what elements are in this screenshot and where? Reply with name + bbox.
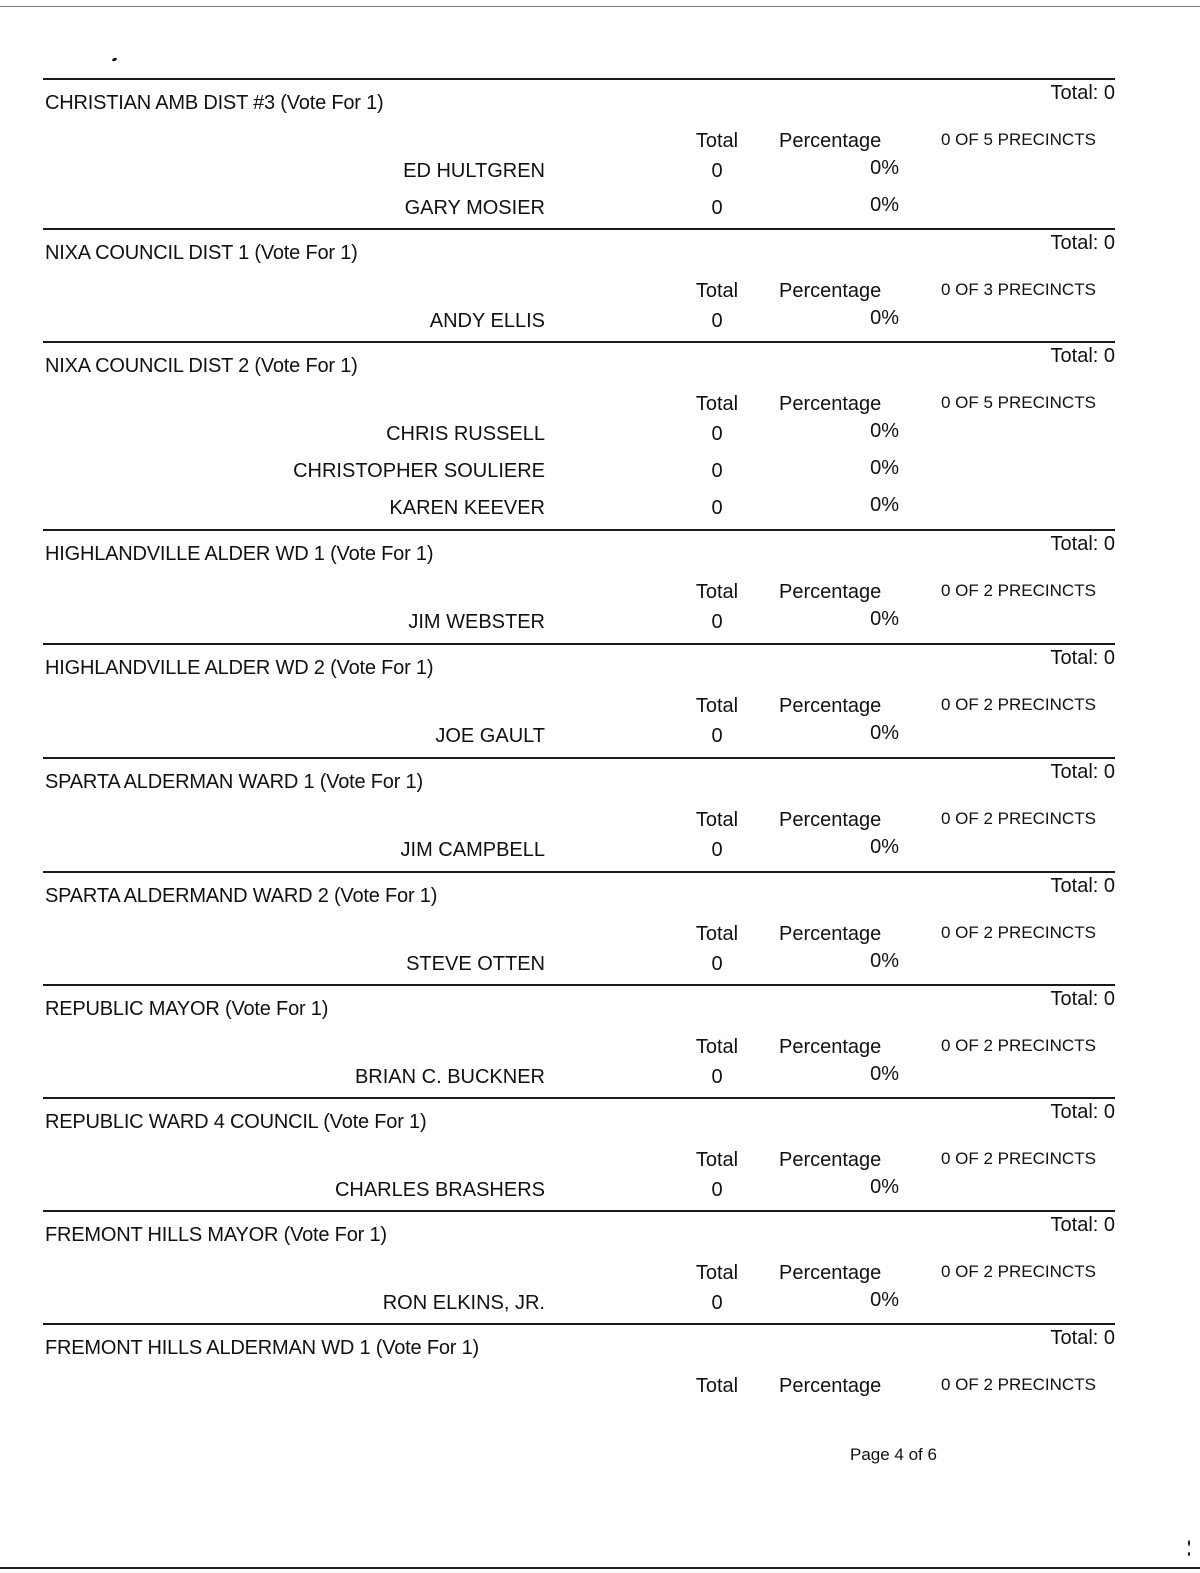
race-total: Total: 0 <box>1050 875 1115 897</box>
candidate-name: JOE GAULT <box>435 725 545 747</box>
candidate-row <box>43 457 1115 488</box>
candidate-percentage: 0% <box>870 494 899 516</box>
race-block <box>43 871 1115 983</box>
precincts-reporting: 0 OF 2 PRECINCTS <box>941 1262 1096 1281</box>
candidate-name: JIM CAMPBELL <box>400 839 545 861</box>
candidate-row <box>43 722 1115 753</box>
race-title: NIXA COUNCIL DIST 2 (Vote For 1) <box>45 355 358 377</box>
candidate-votes: 0 <box>711 197 723 219</box>
race-title: FREMONT HILLS MAYOR (Vote For 1) <box>45 1224 387 1246</box>
scan-speck <box>1188 1540 1190 1546</box>
race-total: Total: 0 <box>1050 82 1115 104</box>
page-number: Page 4 of 6 <box>850 1445 937 1464</box>
total-column-header: Total <box>695 1375 739 1397</box>
total-column-header: Total <box>695 130 739 152</box>
race-title: REPUBLIC MAYOR (Vote For 1) <box>45 998 329 1020</box>
percentage-column-header: Percentage <box>779 280 882 302</box>
candidate-votes: 0 <box>711 497 723 519</box>
total-column-header: Total <box>695 1149 739 1171</box>
race-title: HIGHLANDVILLE ALDER WD 1 (Vote For 1) <box>45 543 434 565</box>
precincts-reporting: 0 OF 3 PRECINCTS <box>941 280 1096 299</box>
candidate-name: JIM WEBSTER <box>408 611 545 633</box>
percentage-column-header: Percentage <box>779 581 882 603</box>
candidate-row <box>43 1176 1115 1207</box>
candidate-votes: 0 <box>711 1292 723 1314</box>
candidate-percentage: 0% <box>870 157 899 179</box>
precincts-reporting: 0 OF 2 PRECINCTS <box>941 923 1096 942</box>
race-title: NIXA COUNCIL DIST 1 (Vote For 1) <box>45 242 358 264</box>
race-total: Total: 0 <box>1050 988 1115 1010</box>
race-block <box>43 984 1115 1096</box>
total-column-header: Total <box>695 280 739 302</box>
race-total: Total: 0 <box>1050 1214 1115 1236</box>
precincts-reporting: 0 OF 2 PRECINCTS <box>941 809 1096 828</box>
candidate-votes: 0 <box>711 160 723 182</box>
candidate-votes: 0 <box>711 611 723 633</box>
candidate-row <box>43 494 1115 525</box>
race-total: Total: 0 <box>1050 647 1115 669</box>
scan-bottom-edge <box>0 1567 1200 1573</box>
race-total: Total: 0 <box>1050 761 1115 783</box>
candidate-votes: 0 <box>711 953 723 975</box>
candidate-row <box>43 194 1115 225</box>
candidate-row <box>43 157 1115 188</box>
total-column-header: Total <box>695 695 739 717</box>
candidate-percentage: 0% <box>870 950 899 972</box>
race-total: Total: 0 <box>1050 533 1115 555</box>
race-block <box>43 1210 1115 1322</box>
candidate-row <box>43 307 1115 338</box>
race-total: Total: 0 <box>1050 1101 1115 1123</box>
total-column-header: Total <box>695 809 739 831</box>
candidate-percentage: 0% <box>870 722 899 744</box>
scan-speck <box>1188 1552 1190 1556</box>
race-block <box>43 643 1115 755</box>
candidate-name: ANDY ELLIS <box>429 310 545 332</box>
percentage-column-header: Percentage <box>779 130 882 152</box>
race-block <box>43 341 1115 519</box>
precincts-reporting: 0 OF 5 PRECINCTS <box>941 393 1096 412</box>
candidate-votes: 0 <box>711 1179 723 1201</box>
precincts-reporting: 0 OF 2 PRECINCTS <box>941 1375 1096 1394</box>
percentage-column-header: Percentage <box>779 809 882 831</box>
candidate-percentage: 0% <box>870 457 899 479</box>
candidate-percentage: 0% <box>870 1176 899 1198</box>
race-total: Total: 0 <box>1050 1327 1115 1349</box>
percentage-column-header: Percentage <box>779 1036 882 1058</box>
candidate-votes: 0 <box>711 1066 723 1088</box>
candidate-name: RON ELKINS, JR. <box>382 1292 545 1314</box>
candidate-percentage: 0% <box>870 420 899 442</box>
percentage-column-header: Percentage <box>779 393 882 415</box>
candidate-name: BRIAN C. BUCKNER <box>354 1066 545 1088</box>
precincts-reporting: 0 OF 5 PRECINCTS <box>941 130 1096 149</box>
race-block <box>43 228 1115 340</box>
candidate-name: GARY MOSIER <box>404 197 545 219</box>
scan-speck <box>112 57 118 62</box>
total-column-header: Total <box>695 1262 739 1284</box>
total-column-header: Total <box>695 393 739 415</box>
candidate-name: KAREN KEEVER <box>389 497 545 519</box>
race-total: Total: 0 <box>1050 232 1115 254</box>
candidate-name: ED HULTGREN <box>403 160 545 182</box>
candidate-votes: 0 <box>711 460 723 482</box>
candidate-name: CHRIS RUSSELL <box>386 423 545 445</box>
candidate-votes: 0 <box>711 423 723 445</box>
race-title: HIGHLANDVILLE ALDER WD 2 (Vote For 1) <box>45 657 434 679</box>
candidate-row <box>43 950 1115 981</box>
precincts-reporting: 0 OF 2 PRECINCTS <box>941 1149 1096 1168</box>
candidate-votes: 0 <box>711 310 723 332</box>
race-title: SPARTA ALDERMAN WARD 1 (Vote For 1) <box>45 771 423 793</box>
total-column-header: Total <box>695 581 739 603</box>
percentage-column-header: Percentage <box>779 1149 882 1171</box>
race-title: SPARTA ALDERMAND WARD 2 (Vote For 1) <box>45 885 438 907</box>
candidate-row <box>43 1063 1115 1094</box>
scan-top-edge <box>0 0 1200 7</box>
race-title: CHRISTIAN AMB DIST #3 (Vote For 1) <box>45 92 384 114</box>
race-title: REPUBLIC WARD 4 COUNCIL (Vote For 1) <box>45 1111 427 1133</box>
candidate-votes: 0 <box>711 725 723 747</box>
race-title: FREMONT HILLS ALDERMAN WD 1 (Vote For 1) <box>45 1337 479 1359</box>
candidate-percentage: 0% <box>870 608 899 630</box>
precincts-reporting: 0 OF 2 PRECINCTS <box>941 1036 1096 1055</box>
candidate-name: CHRISTOPHER SOULIERE <box>293 460 545 482</box>
candidate-row <box>43 420 1115 451</box>
precincts-reporting: 0 OF 2 PRECINCTS <box>941 581 1096 600</box>
total-column-header: Total <box>695 1036 739 1058</box>
candidate-row <box>43 836 1115 867</box>
candidate-percentage: 0% <box>870 836 899 858</box>
race-block <box>43 757 1115 869</box>
candidate-name: CHARLES BRASHERS <box>334 1179 545 1201</box>
candidate-percentage: 0% <box>870 1063 899 1085</box>
race-block <box>43 1097 1115 1209</box>
percentage-column-header: Percentage <box>779 695 882 717</box>
candidate-row <box>43 1289 1115 1320</box>
precincts-reporting: 0 OF 2 PRECINCTS <box>941 695 1096 714</box>
candidate-name: STEVE OTTEN <box>406 953 545 975</box>
percentage-column-header: Percentage <box>779 1262 882 1284</box>
race-total: Total: 0 <box>1050 345 1115 367</box>
candidate-percentage: 0% <box>870 1289 899 1311</box>
total-column-header: Total <box>695 923 739 945</box>
candidate-votes: 0 <box>711 839 723 861</box>
percentage-column-header: Percentage <box>779 1375 882 1397</box>
race-block <box>43 1323 1115 1435</box>
candidate-percentage: 0% <box>870 307 899 329</box>
candidate-row <box>43 608 1115 639</box>
candidate-percentage: 0% <box>870 194 899 216</box>
race-block <box>43 78 1115 219</box>
percentage-column-header: Percentage <box>779 923 882 945</box>
race-block <box>43 529 1115 641</box>
